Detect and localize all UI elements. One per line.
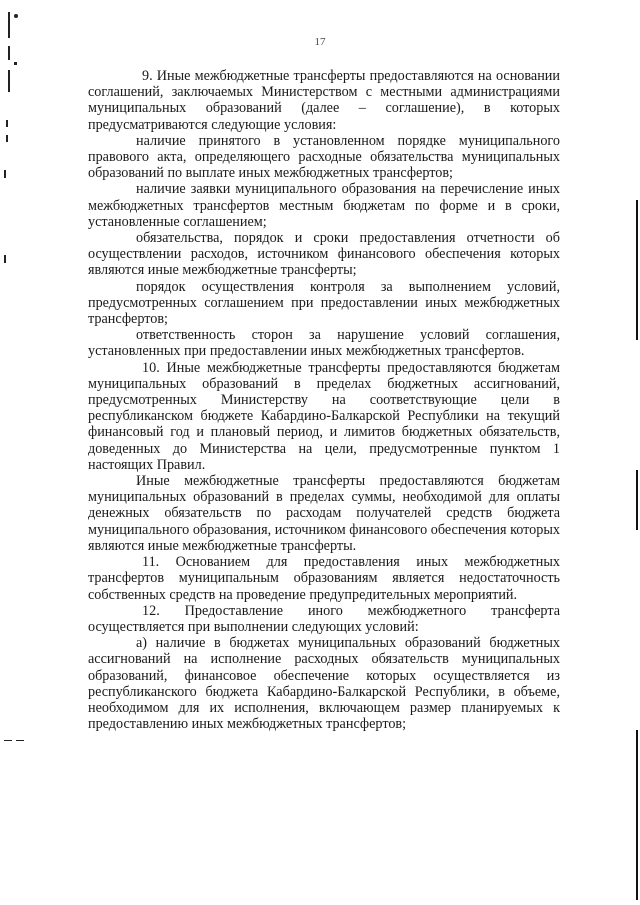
scan-mark: [8, 46, 10, 60]
scan-mark: [14, 14, 18, 18]
scan-mark: [14, 62, 17, 65]
scan-mark: [8, 12, 10, 38]
page-number: 17: [314, 36, 326, 48]
scan-edge-line: [636, 730, 638, 900]
scan-mark: [6, 135, 8, 142]
condition-control: порядок осуществления контроля за выполнением условий, предусмотренных соглашением при предоставлении иных межбюджетных трансфертов;: [88, 278, 560, 328]
condition-responsibility: ответственность сторон за нарушение условий соглашения, установленных при предоставлении иных межбюджетных трансфертов.: [88, 327, 560, 360]
condition-application: наличие заявки муниципального образования на перечисление иных межбюджетных трансфертов местным бюджетам по форме и в сроки, установленные соглашением;: [88, 181, 560, 230]
condition-reporting: обязательства, порядок и сроки предоставления отчетности об осуществлении расходов, источником финансового обеспечения которых являются иные межбюджетные трансферты;: [88, 230, 560, 279]
scan-mark: [6, 120, 8, 127]
paragraph-11: 11. Основанием для предоставления иных межбюджетных трансфертов муниципальным образованиям является недостаточность собственных средств на проведение предупредительных мероприятий.: [88, 554, 560, 603]
scan-edge-line: [636, 200, 638, 340]
document-body: [88, 68, 560, 732]
paragraph-9: 9. Иные межбюджетные трансферты предоставляются на основании соглашений, заключаемых Министерством с местными администрациями муниципальных образований (далее – соглашение), в которых предусматриваются следующие условия:: [88, 68, 560, 133]
paragraph-12-item-a: а) наличие в бюджетах муниципальных образований бюджетных ассигнований на исполнение расходных обязательств муниципальных образований, финансовое обеспечение которых осуществляется из республиканского бюджета Кабардино-Балкарской Республики, в объеме, необходимом для их исполнения, включающем размер планируемых к предоставлению иных межбюджетных трансфертов;: [88, 635, 560, 733]
paragraph-10-continued: Иные межбюджетные трансферты предоставляются бюджетам муниципальных образований в пределах суммы, необходимой для оплаты денежных обязательств по расходам получателей средств бюджета муниципального образования, источником финансового обеспечения которых являются иные межбюджетные трансферты.: [88, 473, 560, 554]
scan-mark: [4, 740, 12, 741]
scan-mark: [4, 170, 6, 178]
scan-mark: [16, 740, 24, 741]
paragraph-10: 10. Иные межбюджетные трансферты предоставляются бюджетам муниципальных образований в пределах бюджетных ассигнований, предусмотренных Министерству на соответствующие цели в республиканском бюджете Кабардино-Балкарской Республики на текущий финансовый год и плановый период, и лимитов бюджетных обязательств, доведенных до Министерства на цели, предусмотренные пунктом 1 настоящих Правил.: [88, 359, 560, 473]
scan-mark: [4, 255, 6, 263]
scan-edge-line: [636, 470, 638, 530]
condition-legal-act: наличие принятого в установленном порядке муниципального правового акта, определяющего расходные обязательства муниципальных образований по выплате иных межбюджетных трансфертов;: [88, 132, 560, 182]
paragraph-12: 12. Предоставление иного межбюджетного трансферта осуществляется при выполнении следующих условий:: [88, 602, 560, 635]
scan-mark: [8, 70, 10, 92]
